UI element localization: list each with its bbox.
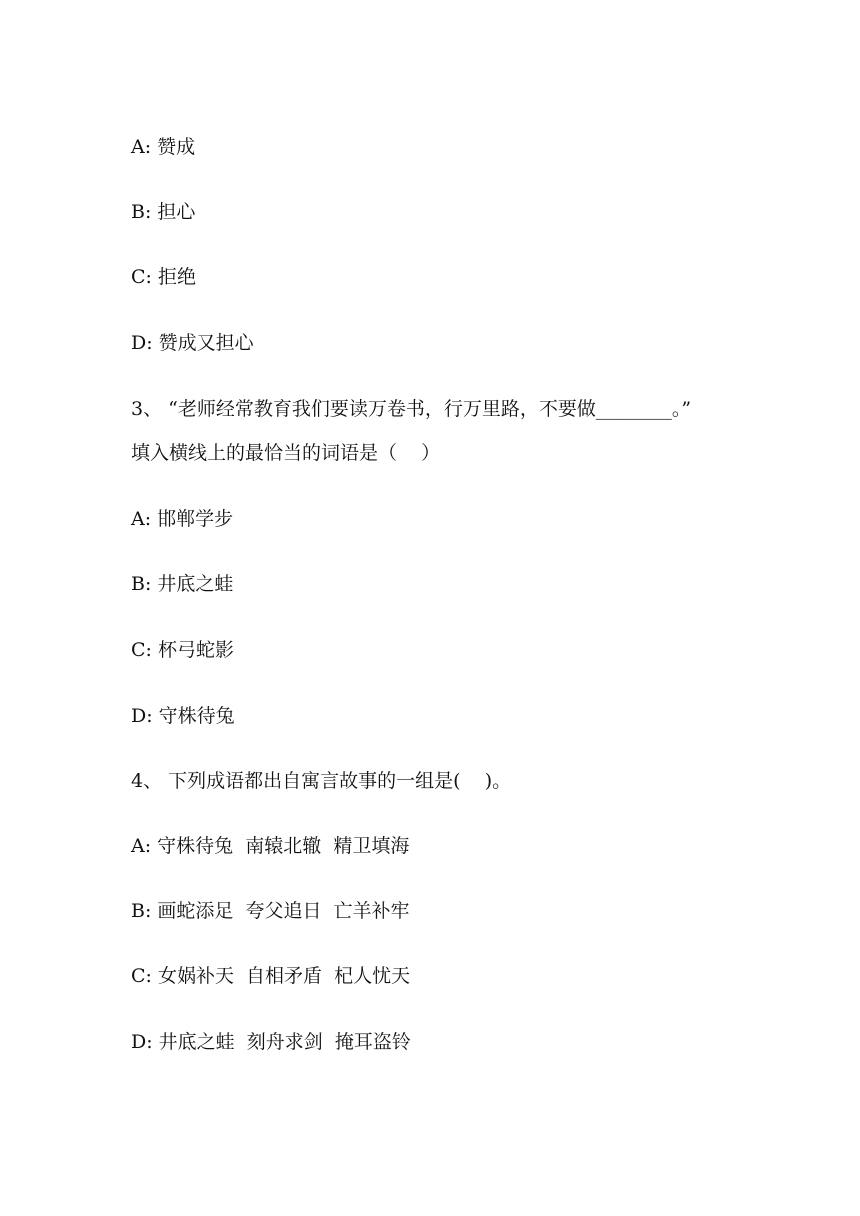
q4-stem: 4、 下列成语都出自寓言故事的一组是( )。 (131, 770, 512, 792)
q3-option-c: C: 杯弓蛇影 (131, 639, 234, 661)
q3-stem-line2: 填入横线上的最恰当的词语是（ ） (131, 442, 441, 464)
q2-option-c: C: 拒绝 (131, 266, 196, 288)
q3-option-b: B: 井底之蛙 (131, 573, 234, 595)
q4-option-c: C: 女娲补天 自相矛盾 杞人忧天 (131, 965, 411, 987)
q3-option-d: D: 守株待兔 (131, 705, 235, 727)
q4-option-d: D: 井底之蛙 刻舟求剑 掩耳盗铃 (131, 1031, 411, 1053)
q4-option-a: A: 守株待兔 南辕北辙 精卫填海 (131, 835, 410, 857)
q2-option-d: D: 赞成又担心 (131, 332, 254, 354)
q2-option-b: B: 担心 (131, 201, 196, 223)
q3-option-a: A: 邯郸学步 (131, 508, 234, 530)
q2-option-a: A: 赞成 (131, 136, 196, 158)
q4-option-b: B: 画蛇添足 夸父追日 亡羊补牢 (131, 900, 410, 922)
q3-stem-line1: 3、 “老师经常教育我们要读万卷书，行万里路，不要做________。” (131, 398, 692, 420)
